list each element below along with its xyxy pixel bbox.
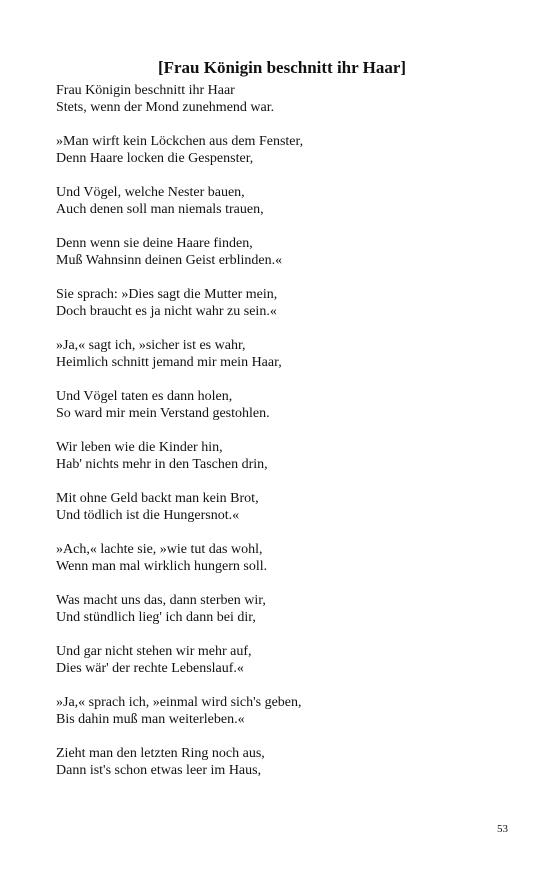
poem-line: »Ja,« sprach ich, »einmal wird sich's geben, [56, 695, 302, 710]
poem-line: Dann ist's schon etwas leer im Haus, [56, 763, 262, 778]
poem-line: Denn wenn sie deine Haare finden, [56, 236, 253, 251]
stanza [56, 643, 516, 677]
poem-line: Auch denen soll man niemals trauen, [56, 202, 264, 217]
poem-line: Dies wär' der rechte Lebenslauf.« [56, 661, 244, 676]
poem-line: Doch braucht es ja nicht wahr zu sein.« [56, 304, 277, 319]
poem-line: Und stündlich lieg' ich dann bei dir, [56, 610, 256, 625]
poem-line: »Man wirft kein Löckchen aus dem Fenster, [56, 134, 304, 149]
stanza [56, 133, 516, 167]
poem-line: Bis dahin muß man weiterleben.« [56, 712, 245, 727]
poem-line: Muß Wahnsinn deinen Geist erblinden.« [56, 253, 283, 268]
poem-line: Was macht uns das, dann sterben wir, [56, 593, 266, 608]
stanza [56, 235, 516, 269]
stanza [56, 388, 516, 422]
poem-line: Stets, wenn der Mond zunehmend war. [56, 100, 275, 115]
poem-line: Mit ohne Geld backt man kein Brot, [56, 491, 259, 506]
stanza [56, 184, 516, 218]
poem-line: Und tödlich ist die Hungersnot.« [56, 508, 240, 523]
stanza [56, 490, 516, 524]
poem-line: »Ja,« sagt ich, »sicher ist es wahr, [56, 338, 246, 353]
stanza [56, 286, 516, 320]
poem-line: Wenn man mal wirklich hungern soll. [56, 559, 268, 574]
poem-line: Und Vögel taten es dann holen, [56, 389, 233, 404]
poem-body [56, 82, 516, 796]
poem-line: Heimlich schnitt jemand mir mein Haar, [56, 355, 282, 370]
poem-title: [Frau Königin beschnitt ihr Haar] [157, 58, 407, 77]
poem-line: Frau Königin beschnitt ihr Haar [56, 83, 235, 98]
poem-line: »Ach,« lachte sie, »wie tut das wohl, [56, 542, 263, 557]
stanza [56, 541, 516, 575]
stanza [56, 592, 516, 626]
poem-line: Denn Haare locken die Gespenster, [56, 151, 254, 166]
stanza [56, 439, 516, 473]
poem-line: Zieht man den letzten Ring noch aus, [56, 746, 265, 761]
poem-line: Und Vögel, welche Nester bauen, [56, 185, 245, 200]
stanza [56, 745, 516, 779]
poem-line: Und gar nicht stehen wir mehr auf, [56, 644, 252, 659]
poem-line: So ward mir mein Verstand gestohlen. [56, 406, 270, 421]
page-number: 53 [497, 823, 508, 835]
stanza [56, 82, 516, 116]
stanza [56, 694, 516, 728]
stanza [56, 337, 516, 371]
poem-line: Wir leben wie die Kinder hin, [56, 440, 223, 455]
poem-line: Sie sprach: »Dies sagt die Mutter mein, [56, 287, 278, 302]
poem-line: Hab' nichts mehr in den Taschen drin, [56, 457, 268, 472]
